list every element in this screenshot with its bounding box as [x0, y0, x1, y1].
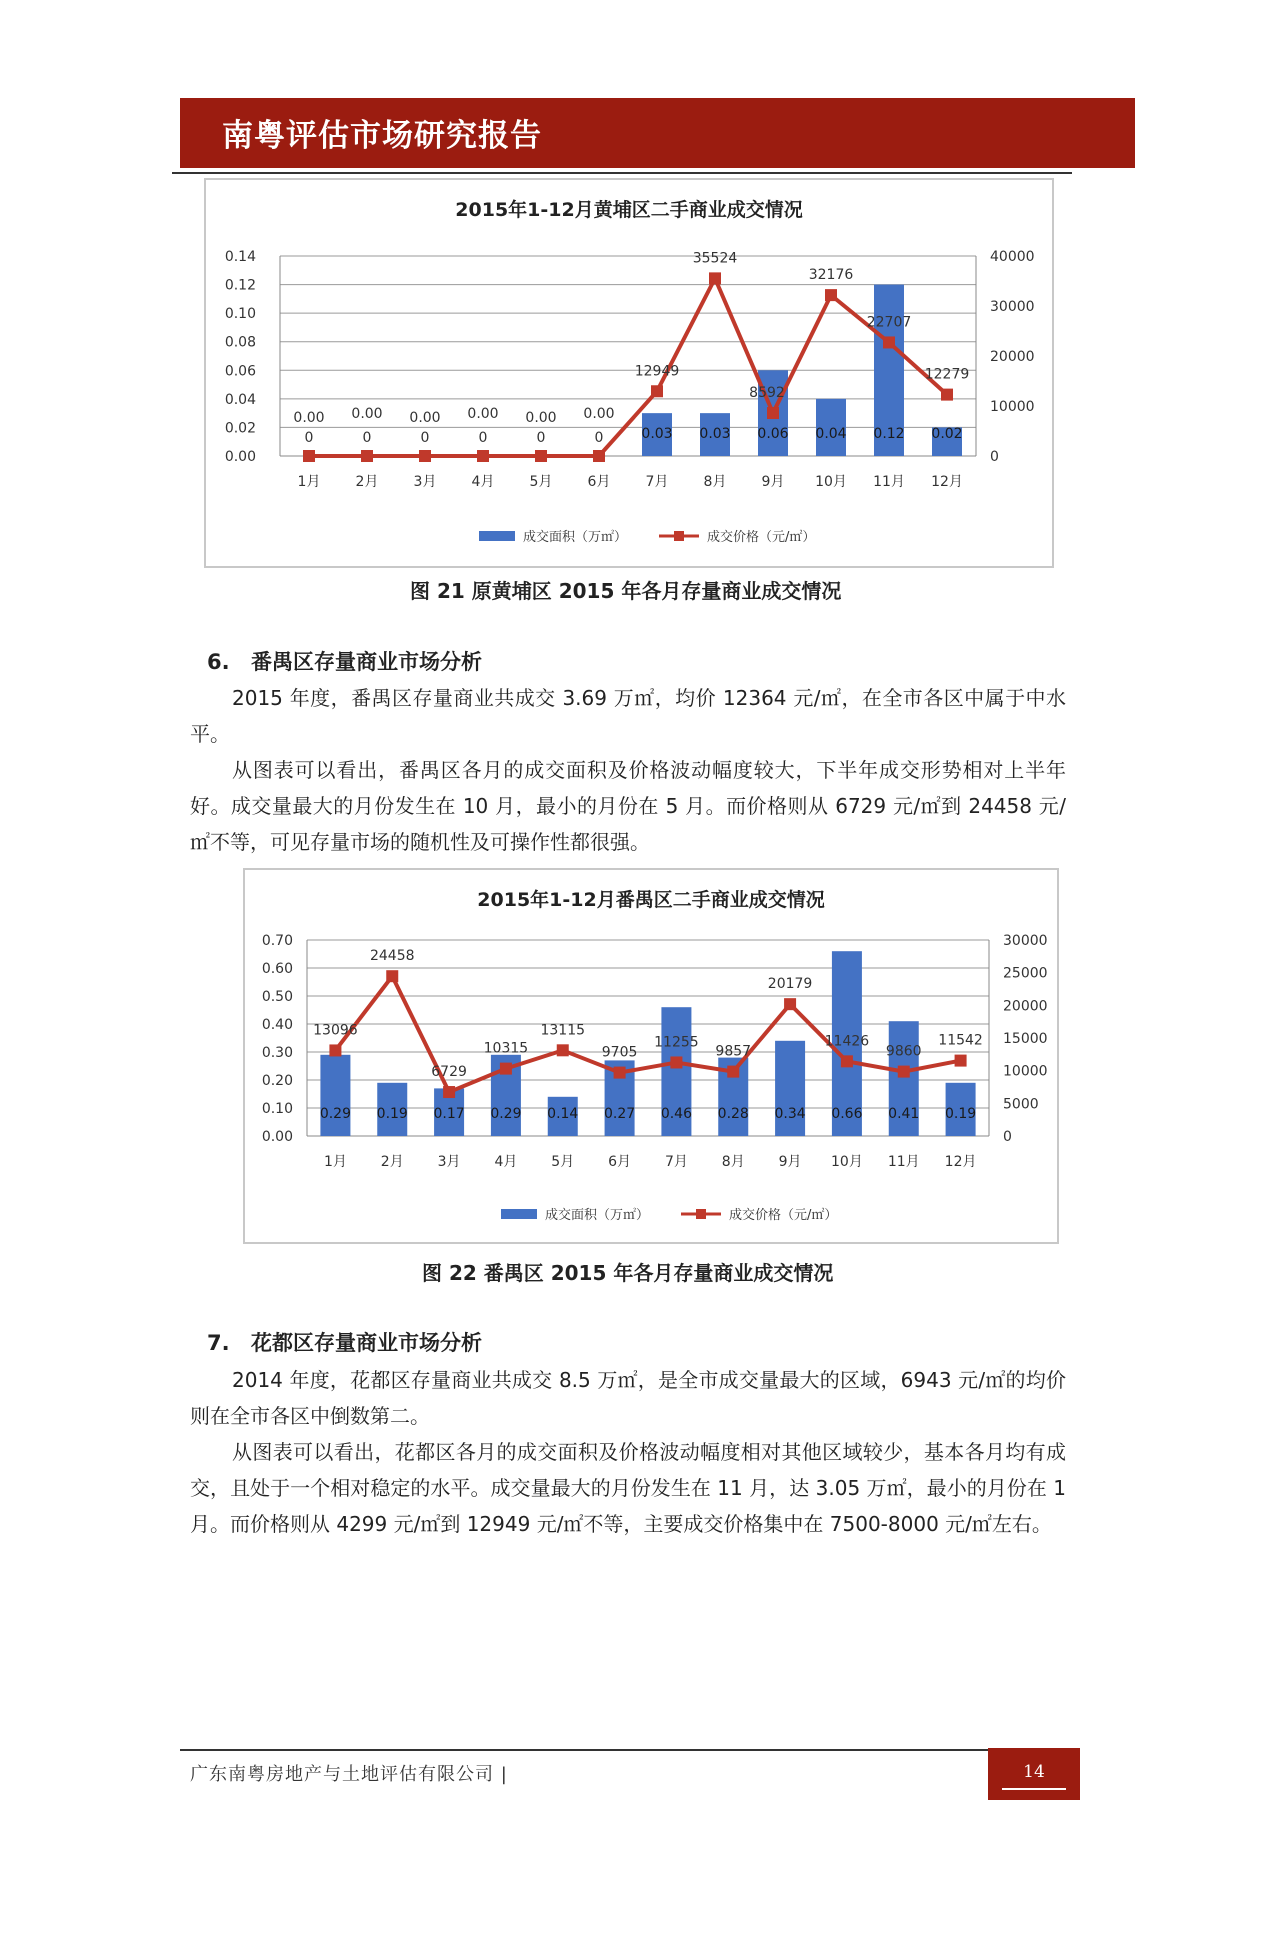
price-marker — [841, 1055, 853, 1067]
price-marker — [727, 1066, 739, 1078]
price-data-label: 13096 — [313, 1022, 358, 1039]
chart-huangpu-svg — [206, 180, 1052, 566]
left-axis-tick-label: 0.20 — [261, 1073, 293, 1089]
x-axis-tick-label: 3月 — [437, 1154, 461, 1170]
price-marker — [883, 336, 895, 348]
price-data-label: 9857 — [715, 1043, 752, 1060]
price-data-label: 8592 — [749, 385, 785, 402]
price-data-label: 10315 — [483, 1040, 529, 1057]
price-data-label: 0 — [478, 430, 488, 446]
x-axis-tick-label: 11月 — [887, 1154, 920, 1170]
page-number-box — [988, 1748, 1080, 1800]
section-7-paragraph-2: 从图表可以看出，花都区各月的成交面积及价格波动幅度相对其他区域较少，基本各月均有成交，且处于一个相对稳定的水平。成交量最大的月份发生在 11 月，达 3.05 万㎡，最小的月份在 1 月。而价格则从 4299 元/㎡到 12949 元/㎡不等，主要成交价格集中在 7500-8000 元/㎡左右。 — [190, 1440, 1066, 1536]
bar-data-label: 0.00 — [409, 410, 441, 426]
section-6-heading: 番禺区存量商业市场分析 — [251, 650, 482, 674]
price-data-label: 0 — [536, 430, 546, 446]
price-marker — [535, 450, 547, 462]
price-marker — [557, 1044, 569, 1056]
left-axis-tick-label: 0.00 — [261, 1129, 293, 1145]
section-7-number: 7. — [207, 1331, 230, 1355]
price-data-label: 32176 — [808, 267, 854, 284]
left-axis-tick-label: 0.50 — [261, 989, 293, 1005]
price-marker — [670, 1056, 682, 1068]
price-marker — [651, 385, 663, 397]
x-axis-tick-label: 2月 — [355, 474, 379, 490]
price-line — [309, 278, 947, 456]
price-marker — [941, 389, 953, 401]
price-marker — [477, 450, 489, 462]
legend-bar-swatch — [479, 531, 515, 541]
bar-data-label: 0.29 — [319, 1106, 352, 1122]
x-axis-tick-label: 10月 — [831, 1154, 863, 1170]
x-axis-tick-label: 6月 — [608, 1154, 632, 1170]
right-axis-tick-label: 10000 — [990, 399, 1035, 415]
x-axis-tick-label: 4月 — [471, 474, 495, 490]
left-axis-tick-label: 0.02 — [224, 420, 256, 437]
price-marker — [386, 970, 398, 982]
price-data-label: 6729 — [431, 1064, 467, 1081]
legend-line-marker — [674, 531, 684, 541]
section-7-paragraph-1: 2014 年度，花都区存量商业共成交 8.5 万㎡，是全市成交量最大的区域，6943 元/㎡的均价则在全市各区中倒数第二。 — [190, 1368, 1066, 1428]
bar-data-label: 0.00 — [525, 410, 557, 426]
page-number-underline — [1002, 1788, 1066, 1790]
left-axis-tick-label: 0.10 — [261, 1101, 293, 1117]
section-7-heading: 花都区存量商业市场分析 — [251, 1331, 482, 1355]
chart-title: 2015年1-12月黄埔区二手商业成交情况 — [455, 199, 803, 221]
bar-data-label: 0.00 — [583, 406, 615, 422]
bar-data-label: 0.41 — [888, 1106, 920, 1122]
legend-bar-label: 成交面积（万㎡） — [545, 1208, 650, 1223]
x-axis-tick-label: 7月 — [664, 1154, 688, 1170]
x-axis-tick-label: 10月 — [815, 474, 847, 490]
x-axis-tick-label: 9月 — [778, 1154, 802, 1170]
page-number: 14 — [1023, 1762, 1045, 1782]
bar-data-label: 0.19 — [944, 1106, 977, 1122]
bar-data-label: 0.66 — [831, 1106, 863, 1122]
right-axis-tick-label: 5000 — [1003, 1096, 1039, 1113]
legend-bar-swatch — [501, 1209, 537, 1219]
price-marker — [361, 450, 373, 462]
price-data-label: 9860 — [885, 1043, 922, 1060]
x-axis-tick-label: 11月 — [873, 474, 905, 490]
price-data-label: 11255 — [654, 1034, 699, 1051]
bar-data-label: 0.12 — [873, 426, 905, 442]
price-data-label: 12949 — [634, 363, 680, 380]
x-axis-tick-label: 12月 — [944, 1154, 977, 1170]
bar-data-label: 0.19 — [376, 1106, 408, 1122]
legend-bar-label: 成交面积（万㎡） — [523, 530, 628, 545]
price-data-label: 20179 — [767, 976, 813, 993]
right-axis-tick-label: 30000 — [990, 299, 1035, 315]
price-marker — [500, 1063, 512, 1075]
price-marker — [898, 1066, 910, 1078]
report-header-bar — [180, 98, 1135, 168]
price-marker — [709, 272, 721, 284]
legend-line-label: 成交价格（元/㎡） — [707, 530, 816, 545]
price-data-label: 22707 — [866, 314, 912, 331]
right-axis-tick-label: 10000 — [1003, 1063, 1048, 1080]
left-axis-tick-label: 0.04 — [224, 391, 256, 408]
right-axis-tick-label: 20000 — [1003, 998, 1048, 1015]
bar-data-label: 0.14 — [547, 1106, 579, 1122]
footer-company: 广东南粤房地产与土地评估有限公司 | — [190, 1764, 508, 1785]
x-axis-tick-label: 5月 — [529, 474, 553, 490]
bar-data-label: 0.06 — [757, 426, 789, 442]
price-data-label: 9705 — [601, 1044, 638, 1061]
right-axis-tick-label: 0 — [1003, 1129, 1012, 1145]
right-axis-tick-label: 20000 — [990, 349, 1035, 365]
right-axis-tick-label: 25000 — [1003, 965, 1048, 982]
bar-data-label: 0.00 — [351, 406, 383, 422]
bar-data-label: 0.03 — [641, 426, 673, 442]
chart-huangpu — [204, 178, 1054, 568]
left-axis-tick-label: 0.10 — [224, 306, 256, 323]
bar-data-label: 0.28 — [717, 1106, 749, 1122]
bar-data-label: 0.02 — [931, 426, 963, 442]
left-axis-tick-label: 0.00 — [224, 449, 256, 465]
price-marker — [443, 1086, 455, 1098]
section-7-title — [207, 1327, 482, 1357]
x-axis-tick-label: 6月 — [587, 474, 611, 490]
header-divider — [172, 172, 1072, 174]
left-axis-tick-label: 0.08 — [224, 334, 256, 351]
bar-data-label: 0.03 — [699, 426, 731, 442]
price-marker — [955, 1055, 967, 1067]
x-axis-tick-label: 5月 — [551, 1154, 575, 1170]
x-axis-tick-label: 2月 — [380, 1154, 404, 1170]
x-axis-tick-label: 8月 — [721, 1154, 745, 1170]
price-data-label: 35524 — [692, 250, 738, 267]
bar-data-label: 0.00 — [467, 406, 499, 422]
section-6-paragraph-1: 2015 年度，番禺区存量商业共成交 3.69 万㎡，均价 12364 元/㎡，在全市各区中属于中水平。 — [190, 686, 1066, 746]
bar-data-label: 0.34 — [774, 1106, 806, 1122]
x-axis-tick-label: 1月 — [323, 1154, 347, 1170]
price-data-label: 0 — [304, 430, 314, 446]
bar-data-label: 0.29 — [490, 1106, 522, 1122]
price-data-label: 11426 — [824, 1033, 870, 1050]
price-data-label: 0 — [594, 430, 604, 446]
bar-data-label: 0.17 — [433, 1106, 465, 1122]
bar-data-label: 0.46 — [660, 1106, 693, 1122]
price-data-label: 24458 — [369, 948, 415, 965]
chart-title: 2015年1-12月番禺区二手商业成交情况 — [477, 889, 825, 911]
x-axis-tick-label: 12月 — [931, 474, 963, 490]
price-marker — [329, 1044, 341, 1056]
price-data-label: 0 — [362, 430, 372, 446]
section-6-paragraph-2: 从图表可以看出，番禺区各月的成交面积及价格波动幅度较大，下半年成交形势相对上半年好。成交量最大的月份发生在 10 月，最小的月份在 5 月。而价格则从 6729 元/㎡到 24458 元/㎡不等，可见存量市场的随机性及可操作性都很强。 — [190, 758, 1066, 854]
section-6-title — [207, 646, 482, 676]
x-axis-tick-label: 1月 — [297, 474, 321, 490]
left-axis-tick-label: 0.70 — [261, 933, 293, 949]
price-data-label: 12279 — [924, 366, 970, 383]
right-axis-tick-label: 0 — [990, 449, 999, 465]
price-marker — [784, 998, 796, 1010]
left-axis-tick-label: 0.14 — [224, 249, 256, 265]
bar-data-label: 0.00 — [293, 410, 325, 426]
bar — [320, 1055, 350, 1136]
legend-line-marker — [696, 1209, 706, 1219]
price-marker — [419, 450, 431, 462]
left-axis-tick-label: 0.12 — [224, 277, 256, 294]
report-title: 南粤评估市场研究报告 — [222, 118, 542, 154]
price-data-label: 0 — [420, 430, 430, 446]
left-axis-tick-label: 0.60 — [261, 961, 293, 977]
left-axis-tick-label: 0.06 — [224, 363, 256, 380]
footer-divider — [180, 1749, 1080, 1751]
price-marker — [825, 289, 837, 301]
x-axis-tick-label: 7月 — [645, 474, 669, 490]
price-data-label: 13115 — [540, 1022, 586, 1039]
chart-panyu-svg — [245, 870, 1057, 1242]
price-marker — [767, 407, 779, 419]
x-axis-tick-label: 9月 — [761, 474, 785, 490]
legend-line-label: 成交价格（元/㎡） — [729, 1208, 838, 1223]
price-data-label: 11542 — [938, 1032, 983, 1049]
right-axis-tick-label: 40000 — [990, 249, 1035, 265]
bar-data-label: 0.27 — [603, 1106, 636, 1122]
figure-22-caption: 图 22 番禺区 2015 年各月存量商业成交情况 — [422, 1261, 834, 1285]
section-6-number: 6. — [207, 650, 230, 674]
right-axis-tick-label: 15000 — [1003, 1031, 1048, 1047]
price-marker — [593, 450, 605, 462]
left-axis-tick-label: 0.30 — [261, 1045, 293, 1061]
x-axis-tick-label: 8月 — [703, 474, 727, 490]
x-axis-tick-label: 4月 — [494, 1154, 518, 1170]
figure-21-caption: 图 21 原黄埔区 2015 年各月存量商业成交情况 — [410, 579, 842, 603]
chart-panyu — [243, 868, 1059, 1244]
bar-data-label: 0.04 — [815, 426, 847, 442]
price-marker — [614, 1067, 626, 1079]
price-marker — [303, 450, 315, 462]
x-axis-tick-label: 3月 — [413, 474, 437, 490]
right-axis-tick-label: 30000 — [1003, 933, 1048, 949]
left-axis-tick-label: 0.40 — [261, 1017, 293, 1033]
